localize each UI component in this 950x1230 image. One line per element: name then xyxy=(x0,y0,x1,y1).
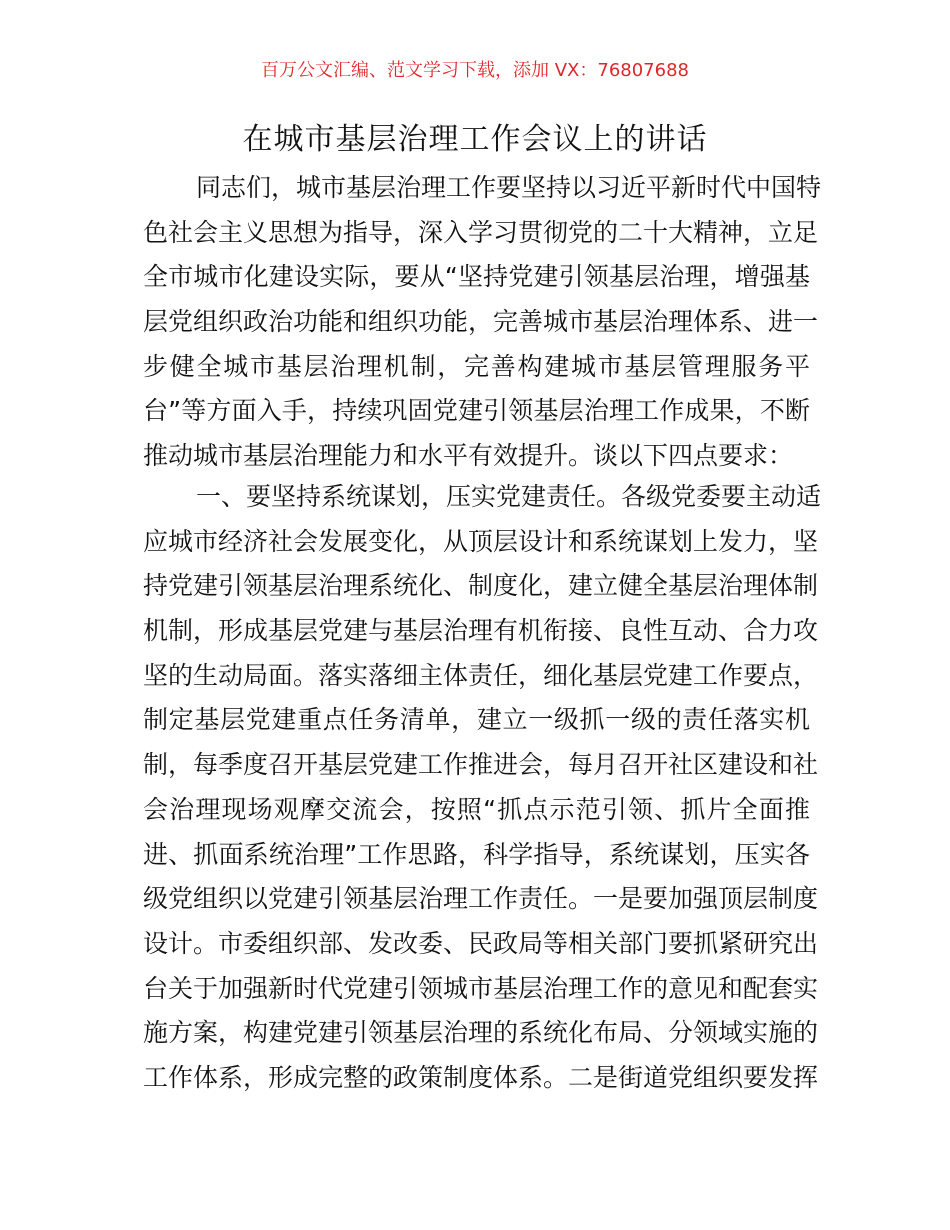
text-line: 进、抓面系统治理”工作思路，科学指导，系统谋划，压实各 xyxy=(143,839,810,869)
text-line: 会治理现场观摩交流会，按照“抓点示范引领、抓片全面推 xyxy=(143,794,810,824)
text-line: 施方案，构建党建引领基层治理的系统化布局、分领域实施的 xyxy=(143,1018,819,1048)
text-line: 同志们，城市基层治理工作要坚持以习近平新时代中国特 xyxy=(196,173,822,202)
text-line: 应城市经济社会发展变化，从顶层设计和系统谋划上发力，坚 xyxy=(143,526,819,556)
text-line: 制，每季度召开基层党建工作推进会，每月召开社区建设和社 xyxy=(143,750,819,780)
text-line: 级党组织以党建引领基层治理工作责任。一是要加强顶层制度 xyxy=(143,884,819,914)
watermark-header: 百万公文汇编、范文学习下载，添加 VX：76807688 xyxy=(261,60,689,81)
paragraph-section-one xyxy=(143,475,822,1101)
text-line: 持党建引领基层治理系统化、制度化，建立健全基层治理体制 xyxy=(143,571,819,601)
paragraph-intro xyxy=(143,166,822,479)
text-line: 机制，形成基层党建与基层治理有机衔接、良性互动、合力攻 xyxy=(143,616,819,646)
text-line: 一、要坚持系统谋划，压实党建责任。各级党委要主动适 xyxy=(196,482,822,511)
text-line: 全市城市化建设实际，要从“坚持党建引领基层治理，增强基 xyxy=(143,262,810,292)
document-title: 在城市基层治理工作会议上的讲话 xyxy=(242,122,708,157)
text-line: 推动城市基层治理能力和水平有效提升。谈以下四点要求： xyxy=(143,441,794,471)
text-line: 色社会主义思想为指导，深入学习贯彻党的二十大精神，立足 xyxy=(143,217,819,247)
text-line: 层党组织政治功能和组织功能，完善城市基层治理体系、进一 xyxy=(143,307,819,337)
text-line: 台关于加强新时代党建引领城市基层治理工作的意见和配套实 xyxy=(143,973,819,1003)
text-line: 步健全城市基层治理机制，完善构建城市基层管理服务平 xyxy=(143,351,810,381)
text-line: 设计。市委组织部、发改委、民政局等相关部门要抓紧研究出 xyxy=(143,928,819,958)
text-line: 制定基层党建重点任务清单，建立一级抓一级的责任落实机 xyxy=(143,705,810,735)
text-line: 台”等方面入手，持续巩固党建引领基层治理工作成果，不断 xyxy=(143,396,810,426)
text-line: 工作体系，形成完整的政策制度体系。二是街道党组织要发挥 xyxy=(143,1062,819,1092)
text-line: 坚的生动局面。落实落细主体责任，细化基层党建工作要点， xyxy=(143,660,819,690)
